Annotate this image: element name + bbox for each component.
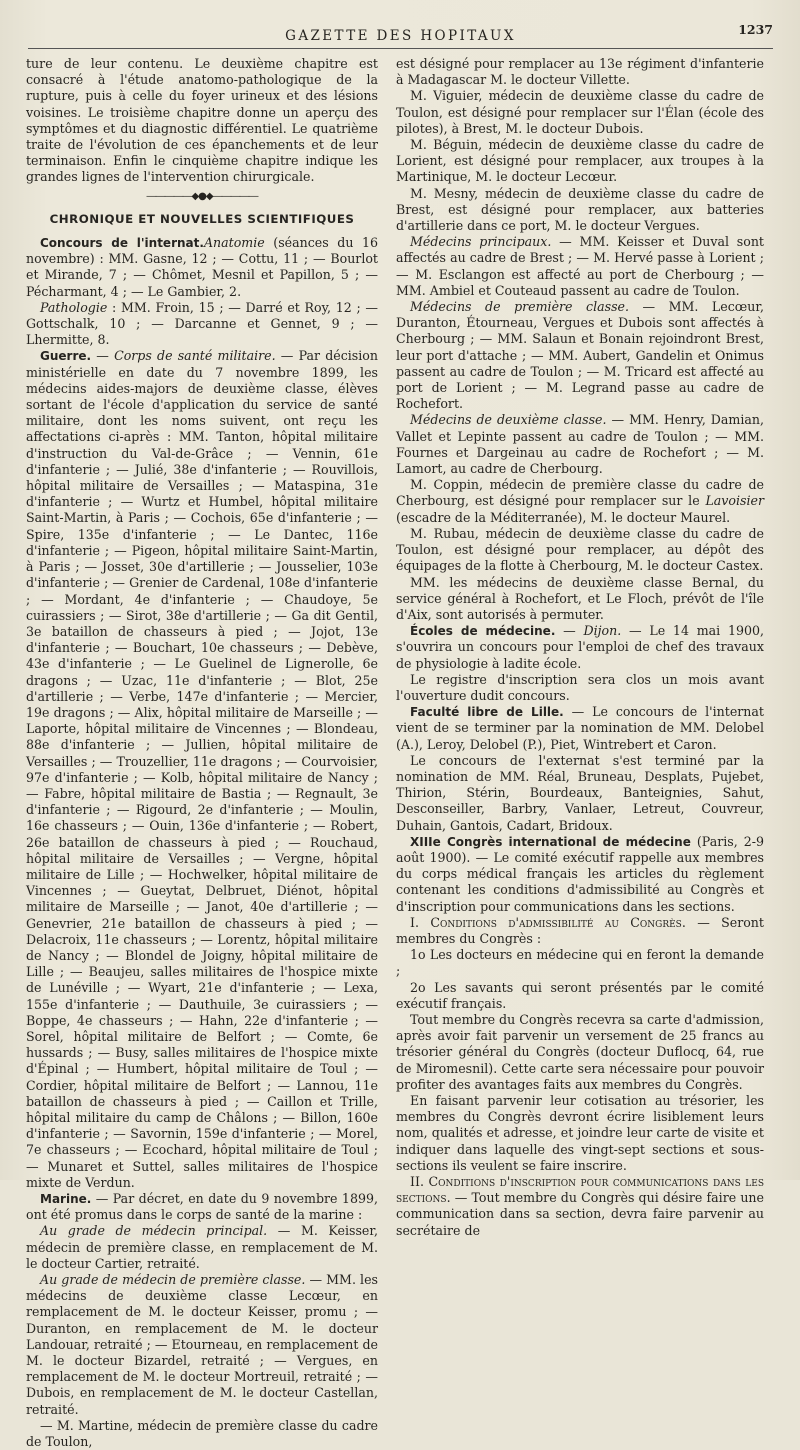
grade-principal-paragraph	[26, 1223, 378, 1272]
left-column	[26, 56, 379, 1450]
internat-paragraph	[26, 235, 378, 300]
coppin-pre: M. Coppin, médecin de première classe du cadre de Cherbourg, est désigné pour remplacer sur le	[396, 477, 764, 509]
ecoles-lead: Écoles de médecine.	[410, 624, 556, 639]
conditions-admissibilite-paragraph	[396, 915, 764, 947]
ecoles-city: Dijon.	[583, 623, 622, 639]
ecoles-paragraph-2: Le registre d'inscription sera clos un mois avant l'ouverture dudit concours.	[396, 671, 764, 703]
carte-admission-paragraph: Tout membre du Congrès recevra sa carte d'admission, après avoir fait parvenir un versement de 25 francs au trésorier général du Congrès (docteur Duflocq, 64, rue de Miromesnil). Cette carte sera nécessaire pour pouvoir profiter des avantages faits aux membres du Congrès.	[396, 1011, 764, 1092]
internat-lead: Concours de l'internat.	[40, 236, 204, 251]
premiere-classe-text: — MM. Lecœur, Duranton, Étourneau, Vergues et Dubois sont affectés à Cherbourg ; — MM. Salaun et Bonain rejoindront Brest, leur port d'attache ; — MM. Aubert, Gandelin et Onimus passent au cadre de Toulon ; — M. Tricard est affecté au port de Lorient ; — M. Legrand passe au cadre de Rochefort.	[396, 299, 764, 412]
congres-text: (Paris, 2-9 août 1900). — Le comité exécutif rappelle aux membres du corps médical français les articles du règlement contenant les conditions d'admissibilité au Congrès et d'inscription pour communications dans les sections.	[396, 833, 764, 914]
coppin-post: (escadre de la Méditerranée), M. le docteur Maurel.	[396, 509, 731, 525]
guerre-paragraph: Guerre. — Corps de santé militaire. — Par décision ministérielle en date du 7 novembre 1899, les médecins aides-majors de deuxième classe, élèves sortant de l'école d'application du service de santé militaire, dont les noms suivent, ont reçu les affectations ci-après : MM. Tanton, hôpital militaire d'instruction du Val-de-Grâce ; — Vennin, 61e d'infanterie ; — Julié, 38e d'infanterie ; — Rouvillois, hôpital militaire de Versailles ; — Mataspina, 31e d'infanterie ; — Wurtz et Humbel, hôpital militaire Saint-Martin, à Paris ; — Cochois, 65e d'infanterie ; — Spire, 135e d'infanterie ; — Le Dantec, 116e d'infanterie ; — Pigeon, hôpital militaire Saint-Martin, à Paris ; — Josset, 30e d'artillerie ; — Jousselier, 103e d'infanterie ; — Grenier de Cardenal, 108e d'infanterie ; — Mordant, 4e d'infanterie ; — Chaudoye, 5e cuirassiers ; — Sirot, 38e d'artillerie ; — Ga dit Gentil, 3e bataillon de chasseurs à pied ; — Jojot, 13e d'infanterie ; — Bouchart, 10e chasseurs ; — Debève, 43e d'infanterie ; — Le Guelinel de Lignerolle, 6e dragons ; — Uzac, 11e d'infanterie ; — Blot, 25e d'artillerie ; — Verbe, 147e d'infanterie ; — Mercier, 19e dragons ; — Alix, hôpital militaire de Marseille ; — Laporte, hôpital militaire de Vincennes ; — Blondeau, 88e d'infanterie ; — Jullien, hôpital militaire de Versailles ; — Trouzellier, 11e dragons ; — Courvoisier, 97e d'infanterie ; — Kolb, hôpital militaire de Nancy ; — Fabre, hôpital militaire de Bastia ; — Regnault, 3e d'infanterie ; — Rigourd, 2e d'infanterie ; — Moulin, 16e chasseurs ; — Ouin, 136e d'infanterie ; — Robert, 26e bataillon de chasseurs à pied ; — Rouchaud, hôpital militaire de Versailles ; — Vergne, hôpital militaire de Lille ; — Hochwelker, hôpital militaire de Vincennes ; — Gueytat, Delbruet, Diénot, hôpital militaire de Marseille ; — Janot, 40e d'artillerie ; — Genevrier, 21e bataillon de chasseurs à pied ; — Delacroix, 11e chasseurs ; — Lorentz, hôpital militaire de Nancy ; — Blondel de Joigny, hôpital militaire de Lille ; — Beaujeu, salles militaires de l'hospice mixte de Lunéville ; — Wyart, 21e d'infanterie ; — Lexa, 155e d'infanterie ; — Dauthuile, 3e cuirassiers ; — Boppe, 4e chasseurs ; — Hahn, 22e d'infanterie ; — Sorel, hôpital militaire de Belfort ; — Comte, 6e hussards ; — Busy, salles militaires de l'hospice mixte d'Épinal ; — Humbert, hôpital militaire de Toul ; — Cordier, hôpital militaire de Belfort ; — Lannou, 11e bataillon de chasseurs à pied ; — Caillon et Trille, hôpital militaire du camp de Châlons ; — Billon, 160e d'infanterie ; — Savornin, 159e d'infanterie ; — Morel, 7e chasseurs ; — Ecochard, hôpital militaire de Toul ; — Munaret et Suttel, salles militaires de l'hospice mixte de Verdun.	[26, 348, 378, 1190]
pathologie-label: Pathologie	[40, 299, 108, 315]
premiere-classe-label: Médecins de première classe.	[410, 299, 629, 315]
coppin-paragraph	[396, 477, 764, 526]
viguier-paragraph: M. Viguier, médecin de deuxième classe du cadre de Toulon, est désigné pour remplacer sur l'Élan (école des pilotes), à Brest, M. le docteur Dubois.	[396, 88, 764, 136]
section-heading: CHRONIQUE ET NOUVELLES SCIENTIFIQUES	[49, 211, 355, 226]
conditions-inscription-paragraph	[396, 1174, 764, 1239]
grade-principal-label: Au grade de médecin principal.	[40, 1223, 268, 1239]
guerre-subhead: Corps de santé militaire.	[114, 348, 276, 364]
conditions-inscription-label: II. Conditions d'inscription pour communications dans les sections.	[396, 1174, 764, 1206]
martine-paragraph: — M. Martine, médecin de première classe du cadre de Toulon,	[26, 1417, 378, 1450]
conditions-admissibilite-text: — Seront membres du Congrès :	[396, 914, 764, 946]
deuxieme-classe-text: — MM. Henry, Damian, Vallet et Lepinte passent au cadre de Toulon ; — MM. Fournes et Dargeinau au cadre de Rochefort ; — M. Lamort, au cadre de Cherbourg.	[396, 412, 765, 477]
ecoles-paragraph: Écoles de médecine. — Dijon. — Le 14 mai 1900, s'ouvrira un concours pour l'emploi de chef des travaux de physiologie à ladite école.	[396, 623, 765, 671]
lille-lead: Faculté libre de Lille.	[410, 705, 564, 720]
guerre-lead: Guerre.	[40, 349, 92, 364]
villette-paragraph: est désigné pour remplacer au 13e régiment d'infanterie à Madagascar M. le docteur Villette.	[396, 56, 764, 88]
ship-name: Lavoisier	[705, 493, 764, 509]
deuxieme-classe-paragraph	[396, 412, 764, 477]
grade-premiere-label: Au grade de médecin de première classe.	[40, 1272, 306, 1288]
medecins-principaux-paragraph	[396, 234, 764, 299]
beguin-paragraph: M. Béguin, médecin de deuxième classe du cadre de Lorient, est désigné pour remplacer, aux troupes à la Martinique, M. le docteur Lecœur.	[396, 137, 764, 185]
marine-text: — Par décret, en date du 9 novembre 1899, ont été promus dans le corps de santé de la marine :	[26, 1191, 378, 1223]
lille-text: — Le concours de l'internat vient de se terminer par la nomination de MM. Delobel (A.), Leroy, Delobel (P.), Piet, Wintrebert et Caron.	[396, 704, 764, 752]
conditions-admissibilite-label: I. Conditions d'admissibilité au Congrès.	[410, 914, 686, 930]
premiere-classe-paragraph	[396, 299, 764, 412]
condition-item-1: 1o Les docteurs en médecine qui en feront la demande ;	[396, 947, 764, 979]
ornamental-divider: ―――――◆●◆―――――	[146, 190, 258, 202]
ecoles-text: — Le 14 mai 1900, s'ouvrira un concours pour l'emploi de chef des travaux de physiologie à ladite école.	[396, 623, 765, 671]
intro-paragraph: ture de leur contenu. Le deuxième chapitre est consacré à l'étude anatomo-pathologique de la rupture, puis à celle du foyer urineux et des lésions voisines. Le troisième chapitre donne un aperçu des symptômes et du diagnostic différentiel. Le quatrième traite de l'évolution de ces épanchements et de leur terminaison. Enfin le cinquième chapitre indique les grandes lignes de l'intervention chirurgicale.	[26, 56, 378, 185]
page-header	[28, 22, 773, 49]
deuxieme-classe-label: Médecins de deuxième classe.	[410, 412, 607, 428]
grade-principal-text: — M. Keisser, médecin de première classe, en remplacement de M. le docteur Cartier, retraité.	[26, 1223, 379, 1271]
congres-paragraph	[396, 834, 764, 915]
conditions-inscription-text: — Tout membre du Congrès qui désire faire une communication dans sa section, devra faire parvenir au secrétaire de	[396, 1190, 764, 1238]
internat-subject: Anatomie	[203, 235, 265, 251]
mesny-paragraph: M. Mesny, médecin de deuxième classe du cadre de Brest, est désigné pour remplacer, aux batteries d'artillerie dans ce port, M. le docteur Vergues.	[396, 185, 764, 234]
right-column	[396, 56, 765, 1238]
rubau-paragraph: M. Rubau, médecin de deuxième classe du cadre de Toulon, est désigné pour remplacer, au dépôt des équipages de la flotte à Cherbourg, M. le docteur Castex.	[396, 525, 764, 574]
condition-item-2: 2o Les savants qui seront présentés par le comité exécutif français.	[396, 979, 764, 1011]
medecins-principaux-text: — MM. Keisser et Duval sont affectés au cadre de Brest ; — M. Hervé passe à Lorient ; — M. Esclangon est affecté au port de Cherbourg ; — MM. Ambiel et Couteaud passent au cadre de Toulon.	[396, 234, 764, 298]
cotisation-paragraph: En faisant parvenir leur cotisation au trésorier, les membres du Congrès devront écrire lisiblement leurs nom, qualités et adresse, et joindre leur carte de visite et indiquer dans laquelle des vingt-sept sections et sous-sections ils veulent se faire inscrire.	[396, 1093, 764, 1173]
grade-premiere-text: — MM. les médecins de deuxième classe Lecœur, en remplacement de M. le docteur Keisser, promu ; — Duranton, en remplacement de M. le docteur Landouar, retraité ; — Etourneau, en remplacement de M. le docteur Bizardel, retraité ; — Vergues, en remplacement de M. le docteur Mortreuil, retraité ; — Dubois, en remplacement de M. le docteur Castellan, retraité.	[26, 1272, 378, 1417]
bernal-paragraph: MM. les médecins de deuxième classe Bernal, du service général à Rochefort, et Le Floch, prévôt de l'île d'Aix, sont autorisés à permuter.	[396, 574, 764, 622]
marine-lead: Marine.	[40, 1192, 92, 1207]
grade-premiere-paragraph	[26, 1272, 378, 1418]
medecins-principaux-label: Médecins principaux.	[410, 234, 552, 250]
pathologie-text: : MM. Froin, 15 ; — Darré et Roy, 12 ; — Gottschalk, 10 ; — Darcanne et Gennet, 9 ; — Lhermitte, 8.	[26, 299, 378, 348]
pathologie-paragraph	[26, 300, 378, 349]
congres-lead: XIIIe Congrès international de médecine	[410, 834, 691, 849]
lille-paragraph-2: Le concours de l'externat s'est terminé par la nomination de MM. Réal, Bruneau, Desplats, Pujebet, Thirion, Stérin, Bourdeaux, Banteignies, Sahut, Desconseiller, Barbry, Vanlaer, Letreut, Couvreur, Duhain, Gantois, Cadart, Bridoux.	[396, 752, 764, 833]
internat-text: (séances du 16 novembre) : MM. Gasne, 12 ; — Cottu, 11 ; — Bourlot et Mirande, 7 ; — Chômet, Mesnil et Papillon, 5 ; — Pécharmant, 4 ; — Le Gambier, 2.	[26, 235, 379, 299]
lille-paragraph	[396, 704, 764, 753]
guerre-text: — Par décision ministérielle en date du 7 novembre 1899, les médecins aides-majors de deuxième classe, élèves sortant de l'école d'application du service de santé militaire, dont les noms suivent, ont reçu les affectations ci-après : MM. Tanton, hôpital militaire d'instruction du Val-de-Grâce ; — Vennin, 61e d'infanterie ; — Julié, 38e d'infanterie ; — Rouvillois, hôpital militaire de Versailles ; — Mataspina, 31e d'infanterie ; — Wurtz et Humbel, hôpital militaire Saint-Martin, à Paris ; — Cochois, 65e d'infanterie ; — Spire, 135e d'infanterie ; — Le Dantec, 116e d'infanterie ; — Pigeon, hôpital militaire Saint-Martin, à Paris ; — Josset, 30e d'artillerie ; — Jousselier, 103e d'infanterie ; — Grenier de Cardenal, 108e d'infanterie ; — Mordant, 4e d'infanterie ; — Chaudoye, 5e cuirassiers ; — Sirot, 38e d'artillerie ; — Ga dit Gentil, 3e bataillon de chasseurs à pied ; — Jojot, 13e d'infanterie ; — Bouchart, 10e chasseurs ; — Debève, 43e d'infanterie ; — Le Guelinel de Lignerolle, 6e dragons ; — Uzac, 11e d'infanterie ; — Blot, 25e d'artillerie ; — Verbe, 147e d'infanterie ; — Mercier, 19e dragons ; — Alix, hôpital militaire de Marseille ; — Laporte, hôpital militaire de Vincennes ; — Blondeau, 88e d'infanterie ; — Jullien, hôpital militaire de Versailles ; — Trouzellier, 11e dragons ; — Courvoisier, 97e d'infanterie ; — Kolb, hôpital militaire de Nancy ; — Fabre, hôpital militaire de Bastia ; — Regnault, 3e d'infanterie ; — Rigourd, 2e d'infanterie ; — Moulin, 16e chasseurs ; — Ouin, 136e d'infanterie ; — Robert, 26e bataillon de chasseurs à pied ; — Rouchaud, hôpital militaire de Versailles ; — Vergne, hôpital militaire de Lille ; — Hochwelker, hôpital militaire de Vincennes ; — Gueytat, Delbruet, Diénot, hôpital militaire de Marseille ; — Janot, 40e d'artillerie ; — Genevrier, 21e bataillon de chasseurs à pied ; — Delacroix, 11e chasseurs ; — Lorentz, hôpital militaire de Nancy ; — Blondel de Joigny, hôpital militaire de Lille ; — Beaujeu, salles militaires de l'hospice mixte de Lunéville ; — Wyart, 21e d'infanterie ; — Lexa, 155e d'infanterie ; — Dauthuile, 3e cuirassiers ; — Boppe, 4e chasseurs ; — Hahn, 22e d'infanterie ; — Sorel, hôpital militaire de Belfort ; — Comte, 6e hussards ; — Busy, salles militaires de l'hospice mixte d'Épinal ; — Humbert, hôpital militaire de Toul ; — Cordier, hôpital militaire de Belfort ; — Lannou, 11e bataillon de chasseurs à pied ; — Caillon et Trille, hôpital militaire du camp de Châlons ; — Billon, 160e d'infanterie ; — Savornin, 159e d'infanterie ; — Morel, 7e chasseurs ; — Ecochard, hôpital militaire de Toul ; — Munaret et Suttel, salles militaires de l'hospice mixte de Verdun.	[26, 348, 378, 1190]
journal-title: GAZETTE DES HOPITAUX	[285, 28, 516, 44]
page-number: 1237	[738, 22, 773, 37]
marine-paragraph	[26, 1191, 378, 1223]
